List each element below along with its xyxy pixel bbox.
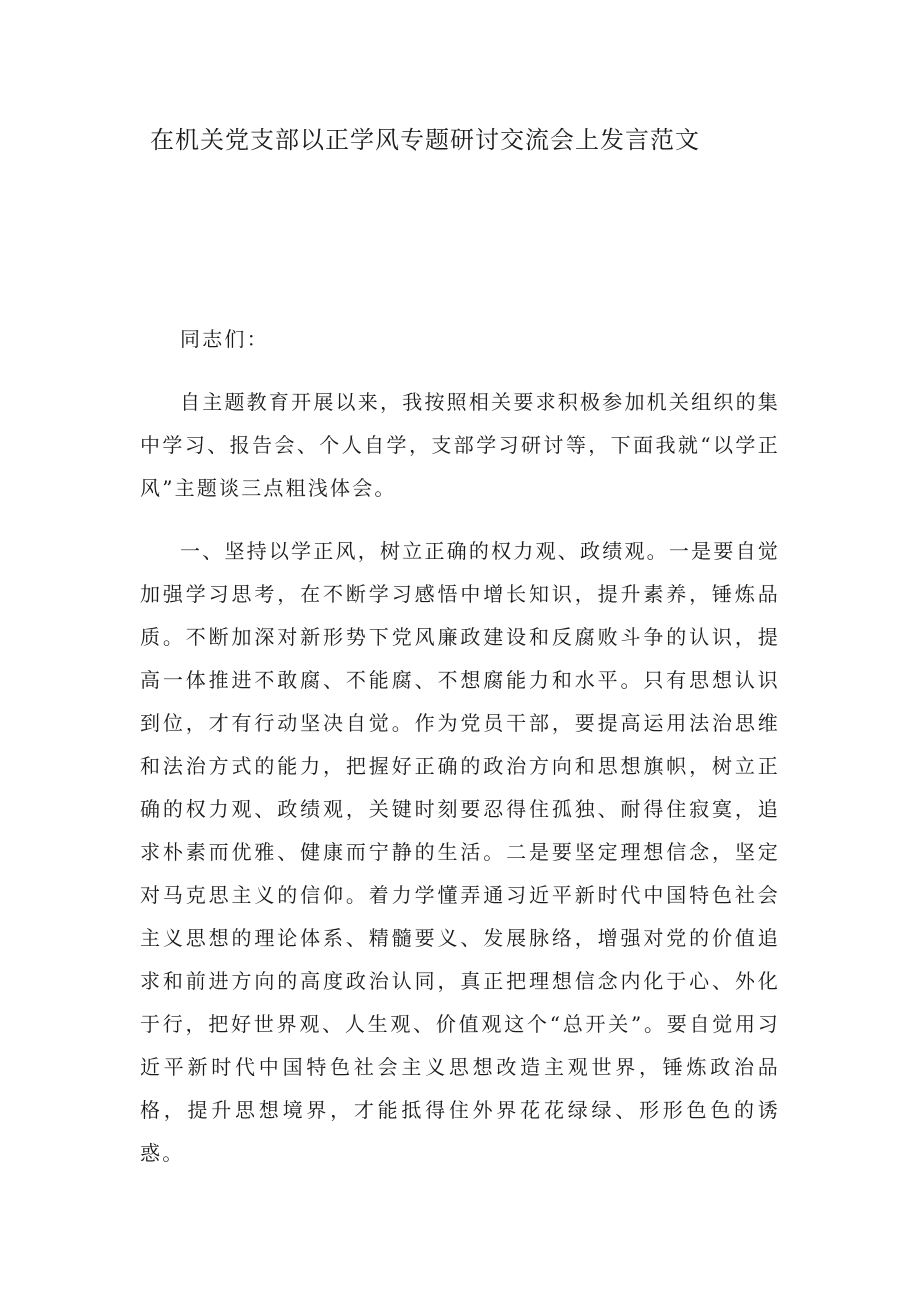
document-body — [140, 318, 780, 1195]
paragraph-intro: 自主题教育开展以来，我按照相关要求积极参加机关组织的集中学习、报告会、个人自学，支部学习研讨等，下面我就“以学正风”主题谈三点粗浅体会。 — [140, 390, 780, 500]
greeting: 同志们： — [180, 327, 269, 351]
paragraph-point-one: 一、坚持以学正风，树立正确的权力观、政绩观。一是要自觉加强学习思考，在不断学习感悟中增长知识，提升素养，锤炼品质。不断加深对新形势下党风廉政建设和反腐败斗争的认识，提高一体推进不敢腐、不能腐、不想腐能力和水平。只有思想认识到位，才有行动坚决自觉。作为党员干部，要提高运用法治思维和法治方式的能力，把握好正确的政治方向和思想旗帜，树立正确的权力观、政绩观，关键时刻要忍得住孤独、耐得住寂寞，追求朴素而优雅、健康而宁静的生活。二是要坚定理想信念，坚定对马克思主义的信仰。着力学懂弄通习近平新时代中国特色社会主义思想的理论体系、精髓要义、发展脉络，增强对党的价值追求和前进方向的高度政治认同，真正把理想信念内化于心、外化于行，把好世界观、人生观、价值观这个“总开关”。要自觉用习近平新时代中国特色社会主义思想改造主观世界，锤炼政治品格，提升思想境界，才能抵得住外界花花绿绿、形形色色的诱惑。 — [140, 539, 780, 1165]
document-title: 在机关党支部以正学风专题研讨交流会上发言范文 — [150, 126, 700, 154]
